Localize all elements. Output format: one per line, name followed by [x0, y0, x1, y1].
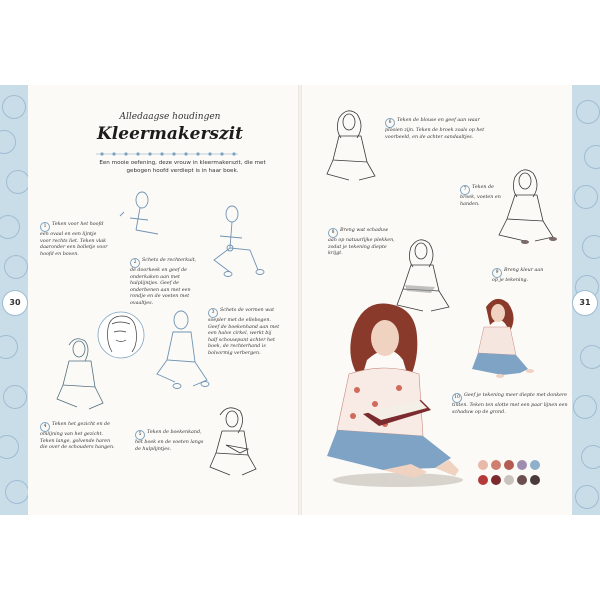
figure-step-6-sketch: [325, 108, 380, 183]
book-gutter: [298, 85, 302, 515]
step-9: [492, 268, 544, 285]
step-1-text: Teken voor het hoofd een ovaal en een lijntje voor rechts liet. Teken vlak daaronder een bolletje voor hoofd en boven.: [40, 222, 108, 257]
color-palette: [478, 460, 548, 490]
step-1: [40, 222, 108, 258]
step-6: [385, 118, 485, 141]
step-7-text: Teken de broek, voeten en handen.: [460, 185, 501, 207]
step-8: [328, 228, 396, 258]
figure-step-10-final: [323, 300, 463, 490]
palette-swatch: [504, 460, 514, 470]
step-10: [452, 393, 570, 416]
palette-swatch: [517, 460, 527, 470]
page-number-left: 30: [2, 290, 28, 316]
step-4-number: 4: [40, 422, 50, 432]
step-8-number: 8: [328, 228, 338, 238]
chapter-subtitle: Alledaagse houdingen: [119, 112, 221, 122]
step-1-number: 1: [40, 222, 50, 232]
step-5: [135, 430, 205, 453]
palette-swatch: [517, 475, 527, 485]
step-3-number: 3: [208, 308, 218, 318]
palette-swatch: [491, 475, 501, 485]
title-ornament: [92, 150, 242, 158]
figure-step-2-sketch: [200, 200, 270, 280]
palette-swatch: [478, 475, 488, 485]
step-2-number: 2: [130, 258, 140, 268]
step-8-text: Breng wat schaduw aan op natuurlijke plekken, zodat je tekening diepte krijgt.: [328, 228, 395, 256]
palette-swatch: [478, 460, 488, 470]
step-5-number: 5: [135, 430, 145, 440]
step-9-text: Breng kleur aan op je tekening.: [492, 268, 544, 283]
figure-step-1-sketch: [110, 190, 170, 245]
step-9-number: 9: [492, 268, 502, 278]
step-2: [130, 258, 202, 307]
step-10-text: Geef je tekening meer diepte met donkere tinten. Teken ten slotte met een paar lijnen een schaduw op de grond.: [452, 393, 568, 415]
step-7-number: 7: [460, 185, 470, 195]
page-title: Kleermakerszit: [97, 124, 243, 144]
page-number-right: 31: [572, 290, 598, 316]
palette-swatch: [530, 475, 540, 485]
figure-step-7-sketch: [495, 165, 565, 245]
palette-swatch: [530, 460, 540, 470]
intro-text: Een mooie oefening, deze vrouw in kleermakerszit, die met gebogen hoofd verdiept is in haar boek.: [99, 160, 266, 174]
figure-step-5-sketch: [208, 405, 263, 480]
figure-step-4-sketch: [55, 335, 110, 415]
step-10-number: 10: [452, 393, 462, 403]
step-3: [208, 308, 280, 357]
step-4-text: Teken het gezicht en de omlijning van het gezicht. Teken lange, golvende haren die over de schouders hangen.: [40, 422, 115, 450]
step-5-text: Teken de boekenkand, het boek en de voeten langs de hulplijntjes.: [135, 430, 204, 452]
step-4: [40, 422, 115, 452]
step-6-number: 6: [385, 118, 395, 128]
palette-swatch: [491, 460, 501, 470]
figure-step-3-sketch: [155, 310, 215, 395]
step-2-text: Schets de rechterkuit, de doorkeek en geef de onderkaken aan met hulplijntjes. Geef de onderbenen aan met een rondje en de voeten met ovaaltjes.: [130, 258, 197, 306]
figure-step-9-colored: [470, 295, 535, 380]
palette-swatch: [504, 475, 514, 485]
step-3-text: Schets de vormen wat soepler met de ellebogen. Geef de boekenhand aan met een halve cirkel, werkt bij half schouwpunt achter het boek, de rechterhand is bolvormig verbergen.: [208, 308, 280, 356]
step-6-text: Teken de blouse en geef aan waar plooien zijn. Teken de broek zoals op het voorbeeld, en de achter sandaaltjes.: [385, 118, 485, 140]
